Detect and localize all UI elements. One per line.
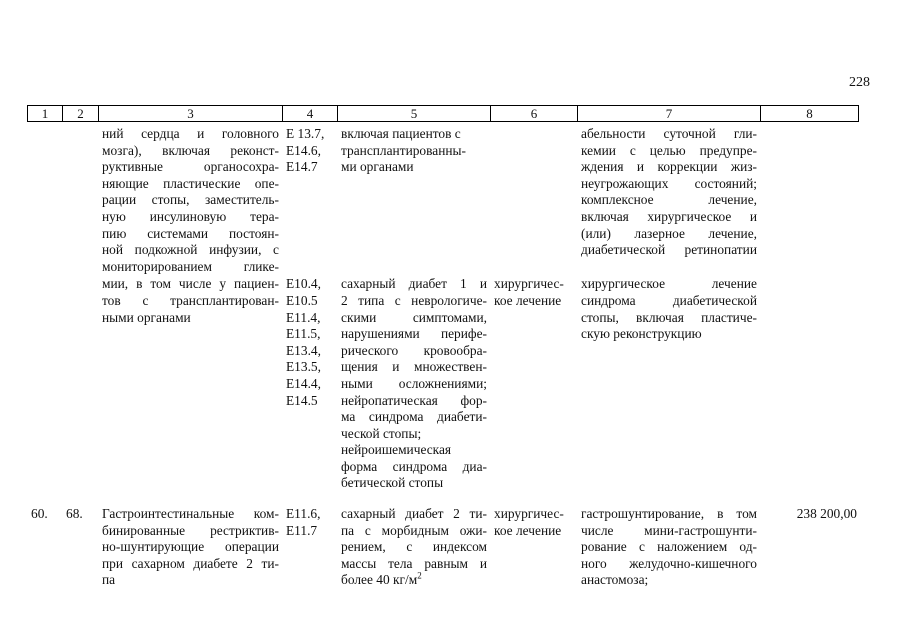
b1-col3 [98,122,282,275]
b1-col6 [490,122,577,275]
text-line: ными органами [102,309,191,325]
text-line: форма синдрома диа- [341,458,487,474]
text-line: па с морбидным ожи- [341,522,487,538]
text-line: сахарный диабет 1 и [341,276,487,292]
b2-col4-codes [282,275,337,492]
text-bmi: более 40 кг/м [341,572,418,588]
icd-code: Е11.5, [286,326,321,342]
icd-code: Е10.5 [286,292,318,308]
text-line: кое лечение [494,292,562,308]
text-line: ма синдрома диабети- [341,409,487,425]
text-line: массы тела равным и [341,555,487,571]
text-line: мии, в том числе у пациен- [102,276,279,292]
header-col-5: 5 [337,105,490,122]
text-line: пию системами постоян- [102,225,279,241]
text-line: Гастроинтестинальные ком- [102,506,279,522]
b2-col3 [98,275,282,492]
text-line: хирургическое лечение [581,276,757,292]
text-line: ческой стопы; [341,425,422,441]
text-line: рением, с индексом [341,539,487,555]
b1-col1 [27,122,62,275]
text-line: хирургичес- [494,276,564,292]
row-number: 60. [31,506,48,522]
header-col-4: 4 [282,105,337,122]
text-line: анастомоза; [581,572,649,588]
text-line: бетической стопы [341,475,444,491]
text-line: скими симптомами, [341,309,487,325]
text-line: гастрошунтирование, в том [581,506,757,522]
b3-col3 [98,492,282,589]
text-line: ждения и коррекции жиз- [581,159,757,175]
text-line: ными осложнениями; [341,375,487,391]
b1-col7 [577,122,760,275]
b3-col7 [577,492,760,589]
b3-col6 [490,492,577,589]
text-line: синдрома диабетической [581,292,757,308]
text-line: трансплантированны- [341,142,467,158]
text-line: рации стопы, заместитель- [102,192,279,208]
text-line: рование с наложением од- [581,539,757,555]
text-line: сахарный диабет 2 ти- [341,506,487,522]
b2-col8 [760,275,859,492]
b2-col1 [27,275,62,492]
b3-col5 [337,492,490,589]
header-col-7: 7 [577,105,760,122]
text-line: мозга), включая реконст- [102,142,279,158]
text-line: ного желудочно-кишечного [581,555,757,571]
text-line: комплексное лечение, [581,192,757,208]
text-line: включая пациентов с [341,126,461,141]
text-line: руктивные органосохра- [102,159,279,175]
header-col-2: 2 [62,105,98,122]
b1-col8 [760,122,859,275]
text-line: но-шунтирующие операции [102,539,279,555]
text-line: включая хирургическое и [581,208,757,224]
text-line: ний сердца и головного [102,126,279,141]
text-line: па [102,572,116,588]
header-col-8: 8 [760,105,859,122]
icd-code: Е13.5, [286,359,321,375]
superscript: 2 [417,570,422,581]
text-line: нейропатическая фор- [341,392,487,408]
text-line: няющие пластические опе- [102,175,279,191]
icd-code: Е14.6, [286,142,321,158]
text-line: ной подкожной инфузии, с [102,242,279,258]
icd-code: Е11.7 [286,522,318,538]
text-line: хирургичес- [494,506,564,522]
b1-col5 [337,122,490,275]
group-number: 68. [66,506,83,522]
text-line: ную инсулиновую тера- [102,208,279,224]
text-line: мониторированием глике- [102,258,279,274]
b2-col5 [337,275,490,492]
text-line: нарушениями перифе- [341,326,487,342]
icd-code: Е14.4, [286,375,321,391]
text-line: диабетической ретинопатии [581,242,757,258]
text-line: стопы, включая пластиче- [581,309,757,325]
text-line: абельности суточной гли- [581,126,757,141]
text-line: бинированные рестриктив- [102,522,279,538]
header-col-1: 1 [27,105,62,122]
text-line: нейроишемическая [341,442,452,458]
text-line: кемии с целью предупре- [581,142,757,158]
text-line: числе мини-гастрошунти- [581,522,757,538]
text-line: 2 типа с неврологиче- [341,292,487,308]
icd-code: Е13.4, [286,342,321,358]
text-line: неугрожающих состояний; [581,175,757,191]
b3-col4-codes [282,492,337,589]
header-col-3: 3 [98,105,282,122]
text-line: кое лечение [494,522,562,538]
text-line: при сахарном диабете 2 ти- [102,555,279,571]
price: 238 200,00 [796,506,857,522]
icd-code: Е 13.7, [286,126,325,141]
icd-code: Е10.4, [286,276,321,292]
table [27,105,859,589]
b1-col2 [62,122,98,275]
text-line: рического кровообра- [341,342,487,358]
icd-code: Е14.7 [286,159,318,175]
text-line [341,572,487,589]
icd-code: Е14.5 [286,392,318,408]
text-line: ми органами [341,159,414,175]
b2-col6 [490,275,577,492]
b2-col7 [577,275,760,492]
text-line: щения и множествен- [341,359,487,375]
page-number: 228 [849,75,870,90]
header-col-6: 6 [490,105,577,122]
b2-col2 [62,275,98,492]
text-line: скую реконструкцию [581,326,702,342]
b1-col4-codes [282,122,337,275]
text-line: (или) лазерное лечение, [581,225,757,241]
icd-code: Е11.6, [286,506,321,522]
icd-code: Е11.4, [286,309,321,325]
text-line: тов с трансплантирован- [102,292,279,308]
